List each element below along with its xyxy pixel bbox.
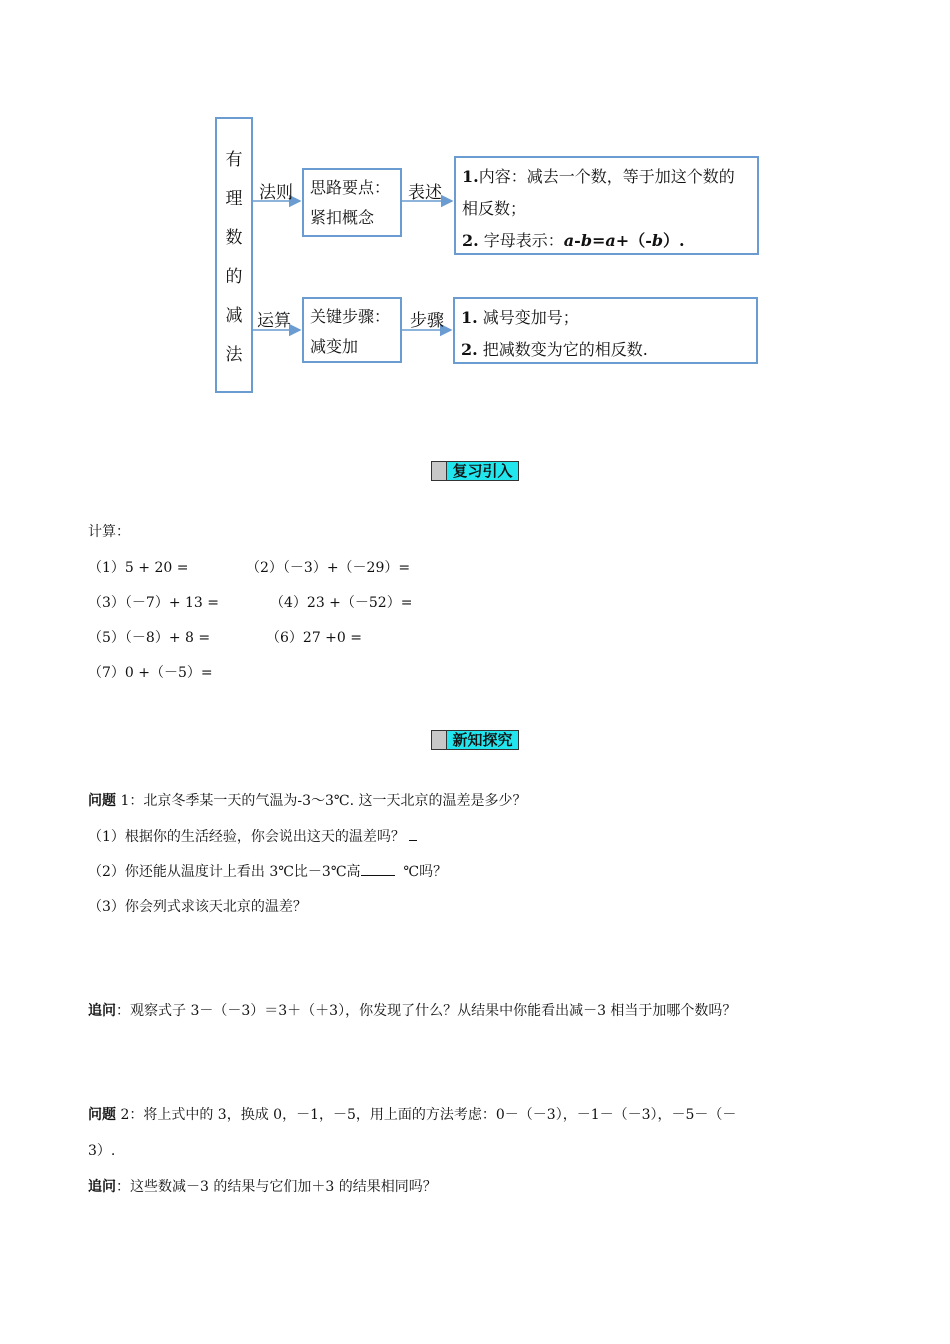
title-marker (432, 462, 447, 480)
question-1-part-1: （1）根据你的生活经验，你会说出这天的温差吗？ (88, 826, 417, 846)
operation-step-2: 2. 把减数变为它的相反数. (461, 340, 648, 359)
operation-step-1: 1. 减号变加号； (461, 308, 579, 327)
question-2: 问题 2：将上式中的 3，换成 0，－1，－5，用上面的方法考虑：0－（－3），－1－（－3），－5－（－ (88, 1107, 737, 1123)
operation-key-line: 关键步骤： (310, 307, 391, 326)
question-1-part-2: （2）你还能从温度计上看出 3℃比－3℃高 ℃吗？ (88, 864, 448, 880)
question-1-part-3: （3）你会列式求该天北京的温差？ (88, 899, 307, 915)
review-problem: （7）0 +（－5）= (88, 665, 213, 681)
rule-content-formula: 2. 字母表示：a-b=a+（-b）. (462, 231, 685, 250)
rule-content-line1: 1.内容：减去一个数，等于加这个数的 (462, 167, 735, 186)
diagram-title-char: 数 (225, 228, 243, 248)
diagram-title-char: 有 (225, 150, 243, 170)
answer-blank[interactable] (409, 840, 417, 841)
diagram-title-char: 减 (225, 306, 243, 326)
explore-title-text: 新知探究 (447, 731, 518, 749)
operation-content-box (453, 297, 758, 364)
explore-section-title (431, 730, 519, 750)
steps-label: 步骤 (410, 311, 444, 331)
express-label: 表述 (408, 183, 442, 203)
branch-rule-label: 法则 (259, 183, 293, 203)
answer-blank[interactable] (361, 875, 395, 876)
operation-key-line: 减变加 (310, 337, 359, 356)
rule-content-box (454, 156, 759, 255)
review-problem: （1）5 + 20 = (88, 560, 189, 576)
title-marker (432, 731, 447, 749)
review-problem: （5）（－8）+ 8 = (88, 630, 211, 646)
review-title-text: 复习引入 (447, 462, 518, 480)
rule-key-line: 思路要点： (310, 178, 391, 197)
review-problem: （3）（－7）+ 13 = (88, 595, 219, 611)
diagram-title-char: 的 (225, 267, 243, 287)
follow-up-1: 追问：观察式子 3－（－3）＝3＋（＋3），你发现了什么？从结果中你能看出减－3 相当于加哪个数吗？ (88, 1003, 737, 1019)
rule-key-line: 紧扣概念 (310, 208, 375, 227)
review-intro: 计算： (88, 524, 130, 540)
diagram-title-char: 理 (225, 189, 243, 209)
review-section-title (431, 461, 519, 481)
diagram-title-char: 法 (225, 345, 243, 365)
rule-key-box (302, 168, 402, 237)
review-problem: （4）23 +（－52）= (270, 595, 413, 611)
review-problem: （6）27 +0 = (266, 630, 362, 646)
branch-operation-label: 运算 (257, 311, 291, 331)
rule-content-line2: 相反数； (462, 199, 527, 218)
question-2-continued: 3）. (88, 1143, 116, 1159)
operation-key-box (302, 297, 402, 363)
follow-up-2: 追问：这些数减－3 的结果与它们加＋3 的结果相同吗？ (88, 1179, 437, 1195)
question-1: 问题 1：北京冬季某一天的气温为-3～3℃. 这一天北京的温差是多少？ (88, 793, 527, 809)
review-problem: （2）（－3）+（－29）= (246, 560, 411, 576)
